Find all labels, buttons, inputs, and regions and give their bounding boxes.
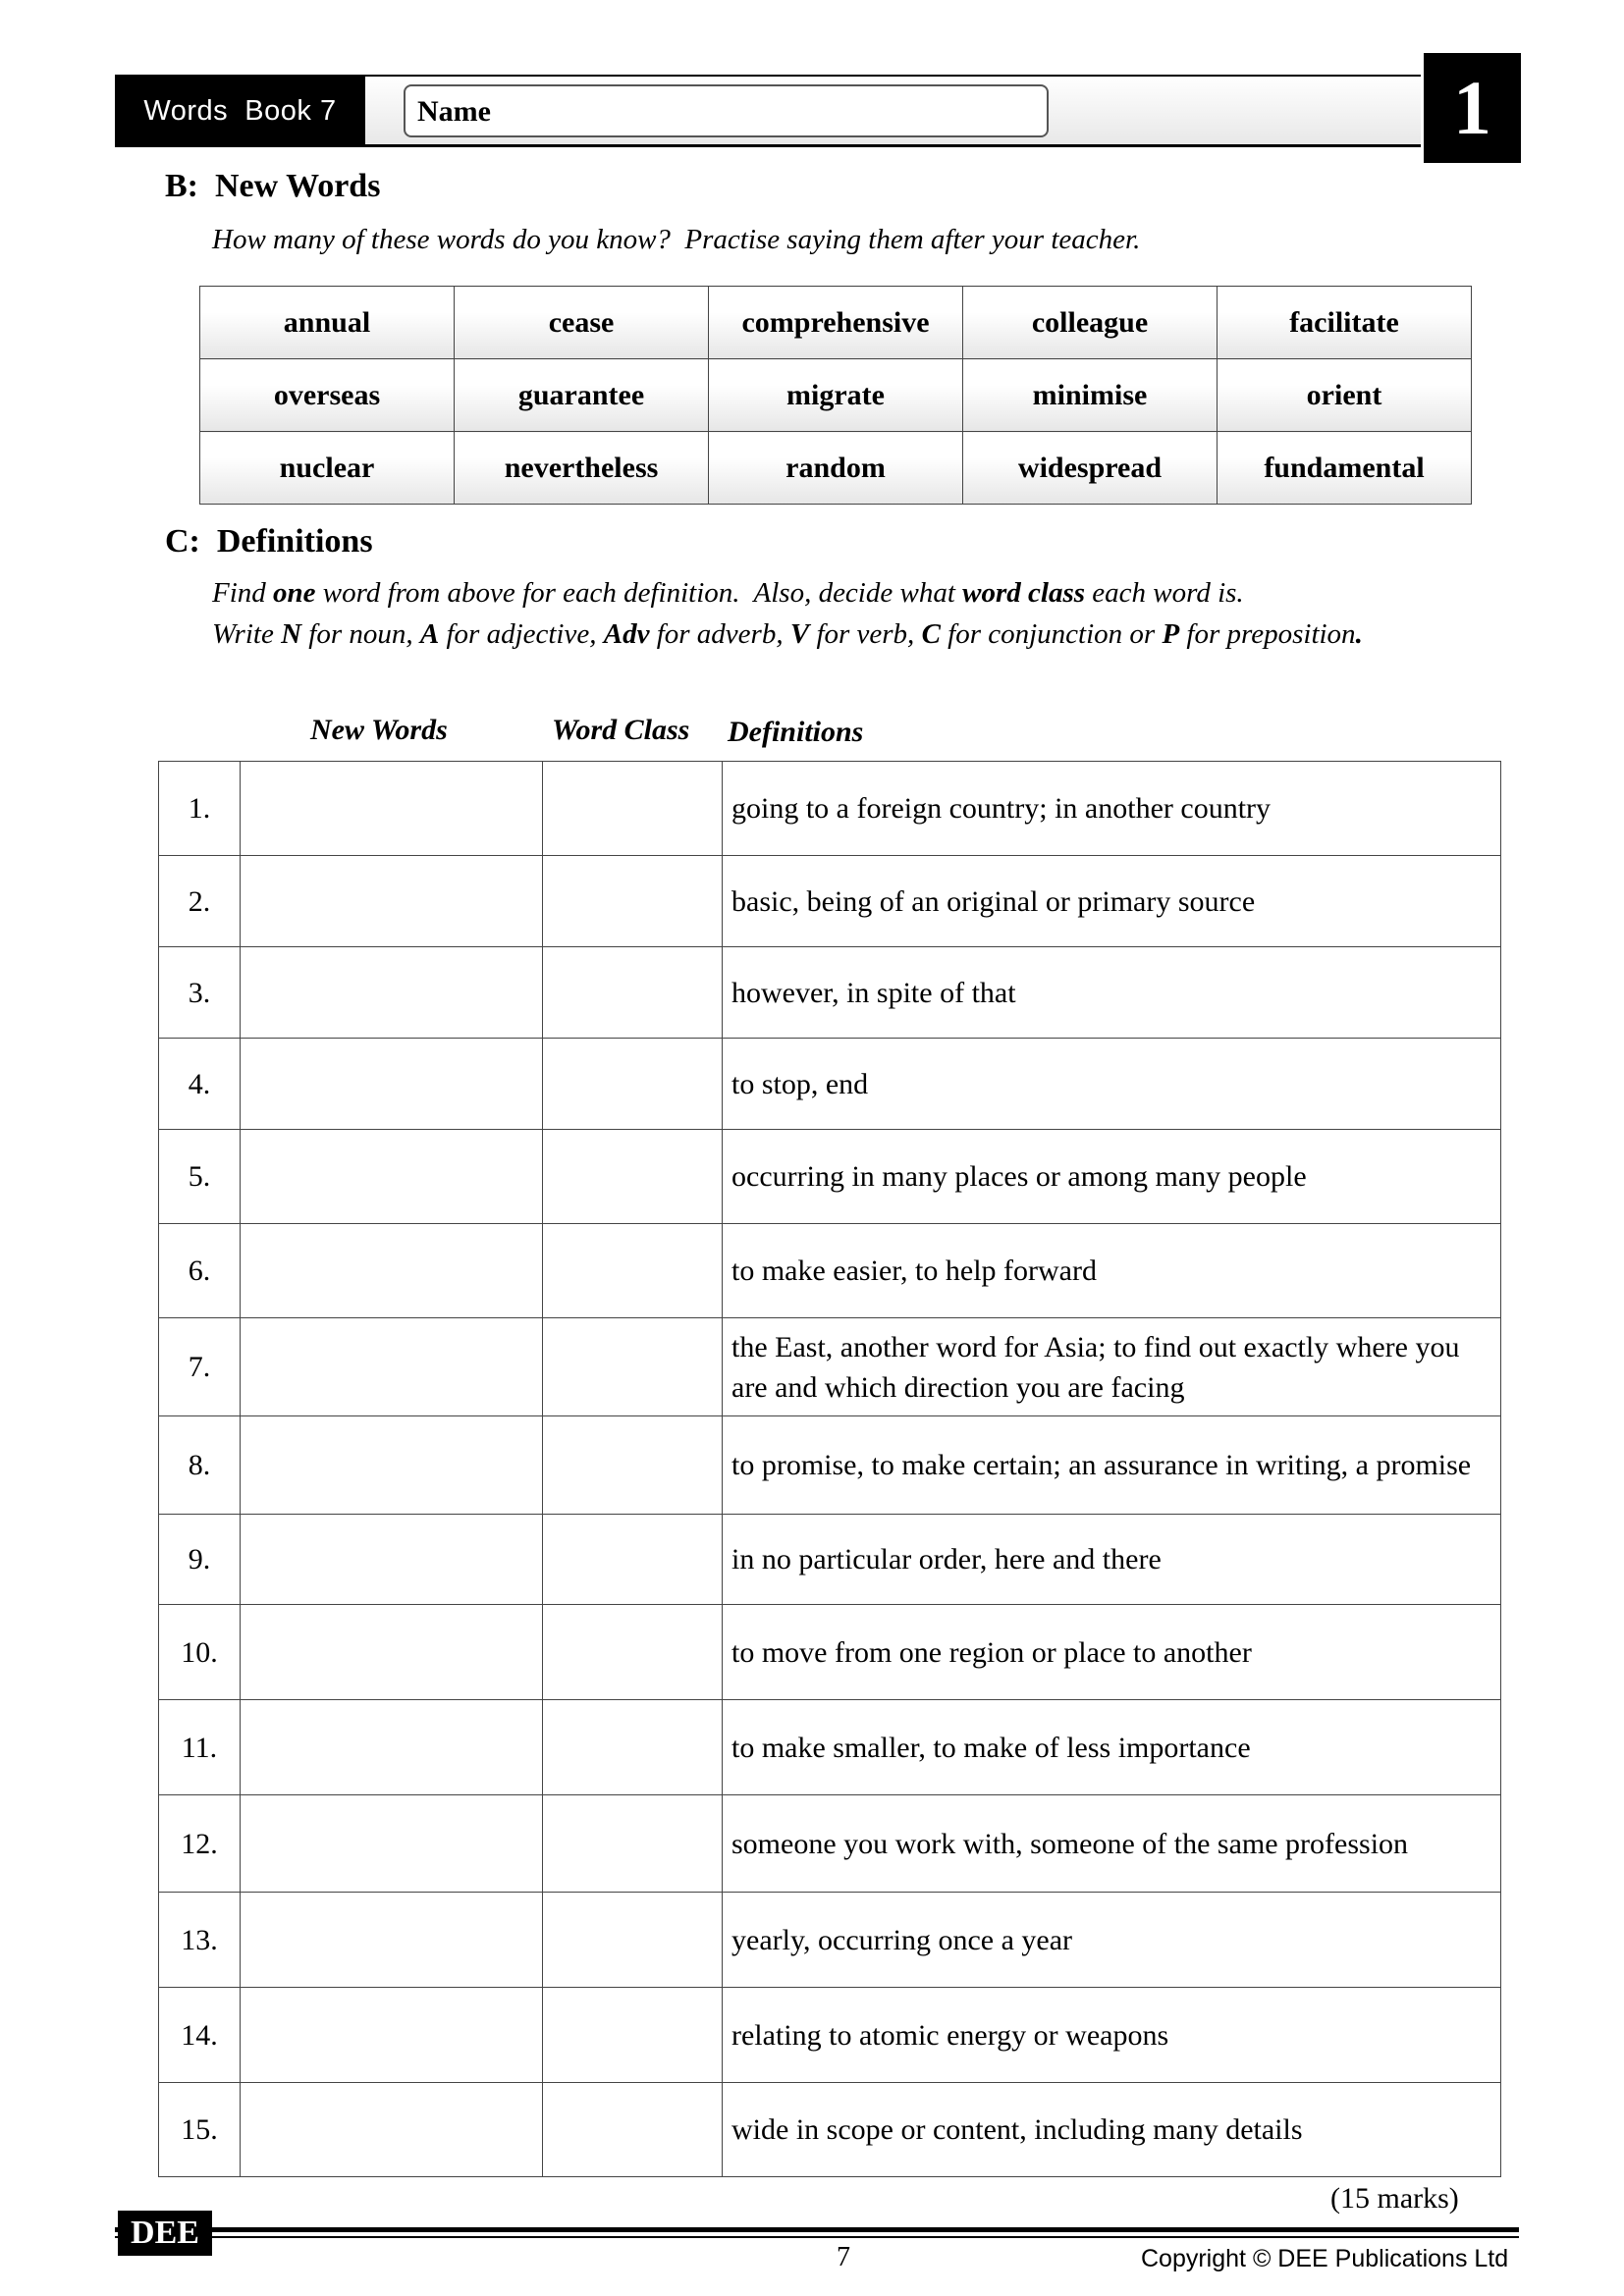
definition-text: the East, another word for Asia; to find out exactly where you are and which direction you are facing <box>723 1318 1501 1416</box>
section-b-heading: B: New Words <box>165 168 381 204</box>
definition-text: wide in scope or content, including many details <box>723 2083 1501 2177</box>
word-cell: random <box>709 432 963 505</box>
definition-text: to promise, to make certain; an assurance in writing, a promise <box>723 1416 1501 1515</box>
row-number: 3. <box>159 947 241 1039</box>
section-c-heading: C: Definitions <box>165 523 373 560</box>
word-cell: minimise <box>963 359 1218 432</box>
word-class-answer-cell[interactable] <box>543 1224 723 1318</box>
word-row <box>200 359 1472 432</box>
row-number: 2. <box>159 856 241 947</box>
table-row <box>159 1795 1501 1893</box>
section-c-instruction-line1: Find one word from above for each definition. Also, decide what word class each word is. <box>212 577 1244 609</box>
row-number: 15. <box>159 2083 241 2177</box>
new-word-answer-cell[interactable] <box>241 1515 543 1605</box>
row-number: 5. <box>159 1130 241 1224</box>
word-class-answer-cell[interactable] <box>543 1515 723 1605</box>
table-row <box>159 1893 1501 1988</box>
word-cell: guarantee <box>455 359 709 432</box>
new-word-answer-cell[interactable] <box>241 1416 543 1515</box>
new-word-answer-cell[interactable] <box>241 2083 543 2177</box>
row-number: 1. <box>159 762 241 856</box>
word-cell: annual <box>200 287 455 359</box>
column-header-definitions: Definitions <box>728 716 864 748</box>
definition-text: relating to atomic energy or weapons <box>723 1988 1501 2083</box>
new-word-answer-cell[interactable] <box>241 1700 543 1795</box>
row-number: 12. <box>159 1795 241 1893</box>
word-class-answer-cell[interactable] <box>543 1605 723 1700</box>
new-word-answer-cell[interactable] <box>241 1318 543 1416</box>
word-row <box>200 287 1472 359</box>
page-number: 7 <box>837 2242 850 2272</box>
word-class-answer-cell[interactable] <box>543 1893 723 1988</box>
copyright-notice: Copyright © DEE Publications Ltd <box>1141 2245 1509 2272</box>
definition-text: in no particular order, here and there <box>723 1515 1501 1605</box>
row-number: 11. <box>159 1700 241 1795</box>
table-row <box>159 1130 1501 1224</box>
new-word-answer-cell[interactable] <box>241 1605 543 1700</box>
row-number: 13. <box>159 1893 241 1988</box>
new-word-answer-cell[interactable] <box>241 947 543 1039</box>
word-class-answer-cell[interactable] <box>543 1795 723 1893</box>
row-number: 7. <box>159 1318 241 1416</box>
footer-divider-thin <box>115 2236 1519 2238</box>
new-word-answer-cell[interactable] <box>241 1795 543 1893</box>
definition-text: to stop, end <box>723 1039 1501 1130</box>
word-class-answer-cell[interactable] <box>543 762 723 856</box>
word-class-answer-cell[interactable] <box>543 856 723 947</box>
marks-total: (15 marks) <box>1330 2182 1459 2215</box>
row-number: 10. <box>159 1605 241 1700</box>
word-cell: cease <box>455 287 709 359</box>
table-row <box>159 1039 1501 1130</box>
column-header-word-class: Word Class <box>552 714 690 746</box>
word-row <box>200 432 1472 505</box>
new-word-answer-cell[interactable] <box>241 762 543 856</box>
word-class-answer-cell[interactable] <box>543 1130 723 1224</box>
word-cell: colleague <box>963 287 1218 359</box>
table-row <box>159 1416 1501 1515</box>
table-row <box>159 1224 1501 1318</box>
word-class-answer-cell[interactable] <box>543 1416 723 1515</box>
word-cell: nevertheless <box>455 432 709 505</box>
table-row <box>159 1700 1501 1795</box>
row-number: 9. <box>159 1515 241 1605</box>
word-cell: orient <box>1218 359 1472 432</box>
section-c-instruction-line2: Write N for noun, A for adjective, Adv for adverb, V for verb, C for conjunction or P for preposition. <box>212 618 1363 650</box>
new-word-answer-cell[interactable] <box>241 1988 543 2083</box>
definition-text: yearly, occurring once a year <box>723 1893 1501 1988</box>
unit-number-badge: 1 <box>1424 53 1521 163</box>
definitions-table <box>158 761 1501 2177</box>
definition-text: occurring in many places or among many people <box>723 1130 1501 1224</box>
section-b-instruction: How many of these words do you know? Practise saying them after your teacher. <box>212 224 1141 255</box>
definition-text: basic, being of an original or primary source <box>723 856 1501 947</box>
word-cell: migrate <box>709 359 963 432</box>
definition-text: to make easier, to help forward <box>723 1224 1501 1318</box>
row-number: 4. <box>159 1039 241 1130</box>
definition-text: however, in spite of that <box>723 947 1501 1039</box>
name-label: Name <box>417 95 491 128</box>
word-cell: widespread <box>963 432 1218 505</box>
definition-text: going to a foreign country; in another country <box>723 762 1501 856</box>
word-cell: comprehensive <box>709 287 963 359</box>
column-header-new-words: New Words <box>310 714 448 746</box>
word-cell: nuclear <box>200 432 455 505</box>
new-word-answer-cell[interactable] <box>241 1130 543 1224</box>
table-row <box>159 1318 1501 1416</box>
word-class-answer-cell[interactable] <box>543 1318 723 1416</box>
table-row <box>159 947 1501 1039</box>
publisher-logo: DEE <box>118 2211 212 2256</box>
table-row <box>159 1515 1501 1605</box>
word-cell: overseas <box>200 359 455 432</box>
word-class-answer-cell[interactable] <box>543 2083 723 2177</box>
row-number: 8. <box>159 1416 241 1515</box>
word-class-answer-cell[interactable] <box>543 1700 723 1795</box>
new-word-answer-cell[interactable] <box>241 1893 543 1988</box>
table-row <box>159 762 1501 856</box>
row-number: 14. <box>159 1988 241 2083</box>
definition-text: someone you work with, someone of the same profession <box>723 1795 1501 1893</box>
new-words-table <box>199 286 1472 505</box>
new-word-answer-cell[interactable] <box>241 1039 543 1130</box>
definition-text: to move from one region or place to another <box>723 1605 1501 1700</box>
word-class-answer-cell[interactable] <box>543 947 723 1039</box>
table-row <box>159 1605 1501 1700</box>
name-input-box[interactable] <box>404 84 1049 137</box>
word-cell: facilitate <box>1218 287 1472 359</box>
new-word-answer-cell[interactable] <box>241 1224 543 1318</box>
footer-divider <box>115 2227 1519 2232</box>
table-row <box>159 2083 1501 2177</box>
new-word-answer-cell[interactable] <box>241 856 543 947</box>
word-cell: fundamental <box>1218 432 1472 505</box>
table-row <box>159 856 1501 947</box>
word-class-answer-cell[interactable] <box>543 1039 723 1130</box>
definition-text: to make smaller, to make of less importance <box>723 1700 1501 1795</box>
book-label: Words Book 7 <box>115 75 365 147</box>
word-class-answer-cell[interactable] <box>543 1988 723 2083</box>
table-row <box>159 1988 1501 2083</box>
row-number: 6. <box>159 1224 241 1318</box>
